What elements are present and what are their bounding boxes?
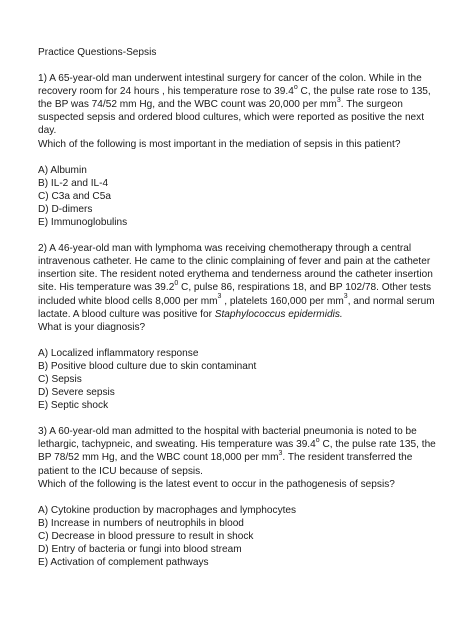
q1-option-b: B) IL-2 and IL-4	[38, 177, 109, 189]
question-1-options	[38, 164, 436, 229]
q2-option-b: B) Positive blood culture due to skin contaminant	[38, 360, 257, 372]
q1-text-a: 1) A 65-year-old man underwent intestinal surgery for cancer of the colon. While in the recovery room for 24 hours , his temperature rose to 39.4	[38, 73, 422, 98]
q1-degree: o	[293, 83, 298, 91]
q3-option-b: B) Increase in numbers of neutrophils in blood	[38, 517, 244, 529]
q3-option-a: A) Cytokine production by macrophages and lymphocytes	[38, 504, 297, 516]
q2-text-d: , and normal serum lactate. A blood culture was positive for	[38, 295, 435, 320]
q1-option-e: E) Immunoglobulins	[38, 217, 128, 229]
q3-text-c: . The resident transferred the patient to the ICU because of sepsis.	[38, 452, 413, 477]
q3-option-c: C) Decrease in blood pressure to result in shock	[38, 530, 254, 542]
question-1-stem	[38, 72, 436, 137]
q2-text-c: , platelets 160,000 per mm	[221, 295, 344, 307]
q2-option-d: D) Severe sepsis	[38, 387, 115, 399]
document-title: Practice Questions-Sepsis	[38, 47, 157, 58]
q2-organism: Staphylococcus epidermidis.	[214, 308, 343, 320]
q1-sup-3: 3	[336, 96, 341, 104]
question-2-options	[38, 347, 436, 412]
q2-text-b: C, pulse 86, respirations 18, and BP 102/78. Other tests included white blood cells 8,000 per mm	[38, 282, 432, 307]
q1-text-b: C, the pulse rate rose to 135, the BP was 74/52 mm Hg, and the WBC count was 20,000 per mm	[38, 86, 431, 111]
question-3-options	[38, 504, 436, 569]
q2-sup-3a: 3	[217, 293, 222, 301]
q1-option-c: C) C3a and C5a	[38, 190, 111, 202]
q3-text-a: 3) A 60-year-old man admitted to the hospital with bacterial pneumonia is noted to be lethargic, tachypneic, and sweating. His temperature was 39.4	[38, 426, 417, 451]
question-2-prompt: What is your diagnosis?	[38, 321, 146, 333]
q3-option-e: E) Activation of complement pathways	[38, 557, 209, 569]
q2-degree: 0	[174, 280, 179, 288]
q1-option-a: A) Albumin	[38, 164, 87, 176]
q3-sup-3: 3	[278, 450, 283, 458]
question-3-stem	[38, 425, 436, 477]
q2-sup-3b: 3	[343, 293, 348, 301]
q2-text-a: 2) A 46-year-old man with lymphoma was receiving chemotherapy through a central intravenous catheter. He came to the clinic complaining of fever and pain at the catheter insertion site. The resident noted erythema and tenderness around the catheter insertion site. His temperature was 39.2	[38, 243, 433, 294]
q1-option-d: D) D-dimers	[38, 203, 93, 215]
question-3-prompt: Which of the following is the latest event to occur in the pathogenesis of sepsis?	[38, 478, 395, 490]
q1-text-c: . The surgeon suspected sepsis and ordered blood cultures, which were reported as positive the next day.	[38, 99, 425, 137]
question-1-prompt: Which of the following is most important in the mediation of sepsis in this patient?	[38, 138, 401, 150]
q3-option-d: D) Entry of bacteria or fungi into blood stream	[38, 544, 242, 555]
q2-option-a: A) Localized inflammatory response	[38, 347, 199, 359]
q3-degree: o	[315, 436, 320, 444]
question-2-stem	[38, 242, 436, 321]
q2-option-e: E) Septic shock	[38, 400, 109, 412]
q2-option-c: C) Sepsis	[38, 373, 82, 385]
q3-text-b: C, the pulse rate 135, the BP 78/52 mm Hg, and the WBC count 18,000 per mm	[38, 439, 436, 464]
